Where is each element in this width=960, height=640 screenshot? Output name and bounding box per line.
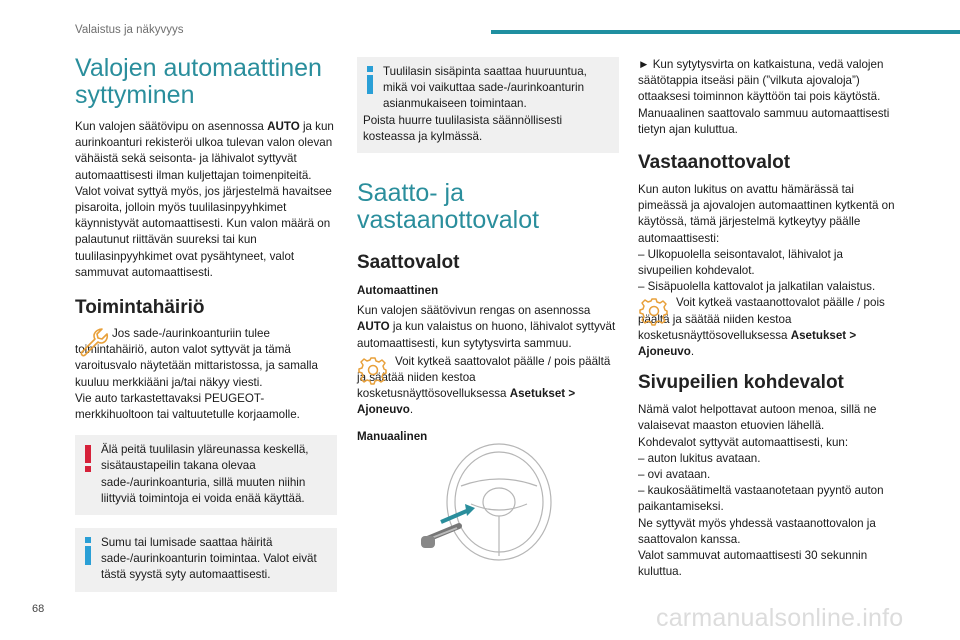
mirror-spotlights-text: Nämä valot helpottavat autoon menoa, sillä ne valaisevat maaston etuovien lähellä. bbox=[638, 403, 877, 433]
exclamation-icon bbox=[84, 445, 92, 473]
follow-me-settings-block bbox=[357, 354, 619, 419]
gear-icon bbox=[638, 295, 672, 327]
mirror-list-item-remote: – kaukosäätimeltä vastaanotetaan pyyntö auton paikantamiseksi. bbox=[638, 484, 884, 514]
welcome-settings-text: Voit kytkeä vastaanottovalot päälle / pois päältä ja säätää niiden kestoa kosketusnäyttösovelluksessa Asetukset > Ajoneuvo. bbox=[638, 296, 885, 359]
heading-welcome-lights: Vastaanottovalot bbox=[638, 152, 791, 174]
auto-lights-paragraph: Kun valojen säätövipu on asennossa AUTO ja kun aurinkoanturi rekisteröi ulkoa tulevan valon olevan vähäistä sekä seisonta- ja lähivalot syttyvät automaattisesti ilman kuljettajan toimenpiteitä. Valot voivat syttyä myös, jos järjestelmä havaitsee pisaroita, jolloin myös tuulilasinpyyhkimet käynnistyvät automaattisesti. Kun valon määrä on palautunut riittävän suureksi tai kun tuulilasinpyyhkimet ovat pysähtyneet, valot sammuvat automaattisesti. bbox=[75, 120, 334, 279]
info-icon bbox=[84, 537, 92, 565]
info-fog-text: Sumu tai lumisade saattaa häiritä sade-/aurinkoanturin toimintaa. Valot eivät tästä syystä syty automaattisesti. bbox=[101, 536, 317, 582]
section-header: Valaistus ja näkyvyys bbox=[75, 24, 184, 36]
welcome-list-item-exterior: – Ulkopuolella seisontavalot, lähivalot ja sivupeilien kohdevalot. bbox=[638, 247, 843, 278]
wrench-icon bbox=[75, 326, 109, 358]
welcome-settings-block bbox=[638, 295, 900, 360]
column-left bbox=[75, 55, 337, 592]
welcome-list-item-interior: – Sisäpuolella kattovalot ja jalkatilan valaistus. bbox=[638, 280, 876, 294]
info-condensation-text-2: Poista huurre tuulilasista säännöllisesti kosteassa ja kylmässä. bbox=[363, 113, 563, 143]
mirror-spotlights-auto-text: Kohdevalot syttyvät automaattisesti, kun: bbox=[638, 435, 849, 449]
mirror-list-item-door: – ovi avataan. bbox=[638, 468, 711, 482]
follow-me-settings-text: Voit kytkeä saattovalot päälle / pois päältä ja säätää niiden kestoa kosketusnäyttösovelluksessa Asetukset > Ajoneuvo. bbox=[357, 354, 611, 417]
malfunction-service-text: Vie auto tarkastettavaksi PEUGEOT-merkkihuoltoon tai valtuutetulle korjaamolle. bbox=[75, 391, 300, 422]
header-accent-bar bbox=[491, 30, 960, 34]
gear-icon bbox=[357, 354, 391, 386]
heading-mirror-spotlights: Sivupeilien kohdevalot bbox=[638, 372, 844, 394]
column-right bbox=[638, 57, 900, 580]
info-icon bbox=[366, 66, 374, 94]
heading-follow-me: Saattovalot bbox=[357, 252, 460, 274]
malfunction-block bbox=[75, 326, 337, 423]
label-automatic: Automaattinen bbox=[357, 284, 439, 298]
info-box-fog bbox=[75, 528, 337, 592]
info-condensation-text: Tuulilasin sisäpinta saattaa huuruuntua, mikä voi vaikuttaa sade-/aurinkoanturin asianmukaiseen toimintaan. bbox=[383, 65, 587, 111]
welcome-lights-text: Kun auton lukitus on avattu hämärässä tai pimeässä ja ajovalojen automaattinen kytkentä on käytössä, tämä järjestelmä kytkeytyy päälle automaattisesti: bbox=[638, 183, 895, 245]
manual-instruction-text: ► Kun sytytysvirta on katkaistuna, vedä valojen säätötappia itseäsi päin (”vilkuta ajovaloja”) ottaaksesi toiminnon käyttöön tai pois käytöstä. Manuaalinen saattovalo sammuu automaattisesti tietyn ajan kuluttua. bbox=[638, 58, 890, 136]
column-middle bbox=[357, 57, 619, 445]
title-follow-me-lights: Saatto- ja vastaanottovalot bbox=[357, 179, 540, 235]
malfunction-text: Jos sade-/aurinkoanturiin tulee toimintahäiriö, auton valot syttyvät ja tämä varoitusvalo näytetään mittaristossa, ja samalla kuuluu merkkiääni ja/tai näkyy viesti. bbox=[75, 327, 318, 389]
title-auto-lights: Valojen automaattinen syttyminen bbox=[75, 54, 322, 109]
follow-me-auto-text: Kun valojen säätövivun rengas on asennossa AUTO ja kun valaistus on huono, lähivalot syttyvät automaattisesti, kun sytytysvirta sammuu. bbox=[357, 304, 616, 350]
warning-text: Älä peitä tuulilasin yläreunassa keskellä, sisätaustapeilin takana olevaa sade-/aurinkoanturia, sillä muuten niihin liittyviä toimintoja ei voida enää käyttää. bbox=[101, 443, 309, 505]
label-manual: Manuaalinen bbox=[357, 429, 428, 443]
mirror-spotlights-off-text: Valot sammuvat automaattisesti 30 sekunnin kuluttua. bbox=[638, 549, 868, 579]
info-box-condensation bbox=[357, 57, 619, 153]
steering-wheel-illustration bbox=[421, 440, 571, 570]
mirror-spotlights-combined-text: Ne syttyvät myös yhdessä vastaanottovalon ja saattovalon kanssa. bbox=[638, 516, 876, 546]
watermark: carmanualsonline.info bbox=[656, 604, 904, 632]
page-number: 68 bbox=[32, 603, 45, 615]
mirror-list-item-unlock: – auton lukitus avataan. bbox=[638, 451, 761, 465]
heading-malfunction: Toimintahäiriö bbox=[75, 297, 205, 319]
warning-box bbox=[75, 435, 337, 515]
